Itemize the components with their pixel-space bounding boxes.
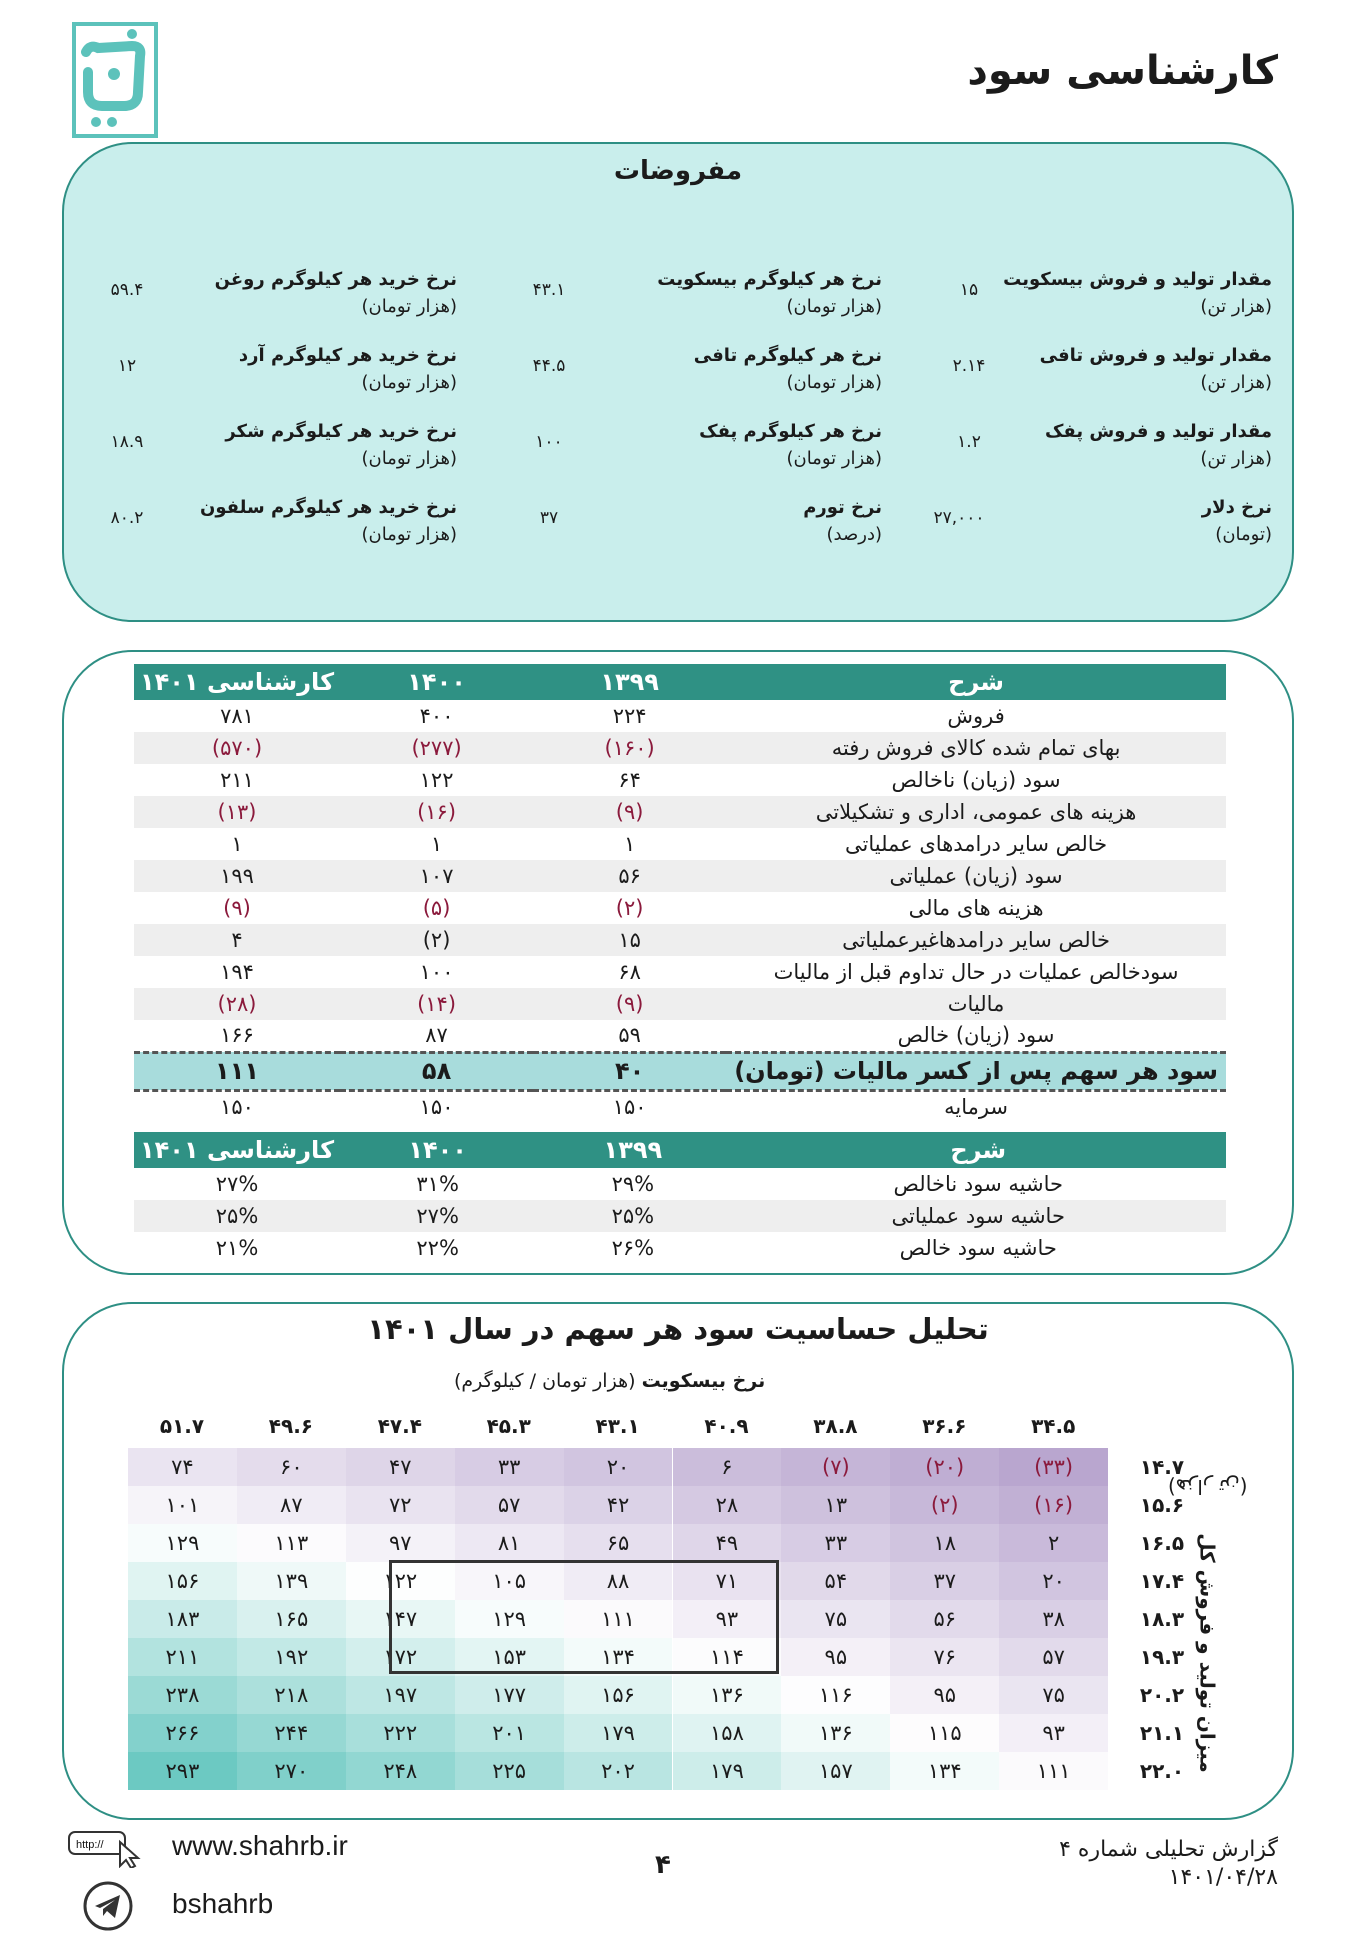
- eps-1400: ۵۸: [340, 1052, 533, 1090]
- table-row: [134, 1020, 1226, 1052]
- sensitivity-cell: ۶۵: [564, 1524, 673, 1562]
- cell-1399: (۹): [533, 796, 726, 828]
- table-header-row: [134, 1132, 1226, 1168]
- cell-1399: (۲): [615, 896, 644, 920]
- price-column-header: ۴۳.۱: [595, 1414, 640, 1438]
- price-column-header: ۵۱.۷: [159, 1414, 205, 1438]
- cell-1401: ۱۹۴: [220, 960, 254, 984]
- row-label: سرمایه: [944, 1094, 1009, 1119]
- quantity-row-header: ۱۴.۷: [1139, 1455, 1185, 1479]
- sensitivity-cell: ۱۵۳: [455, 1638, 564, 1676]
- quantity-row-header: ۲۱.۱: [1139, 1721, 1185, 1745]
- price-column-header: ۳۶.۶: [922, 1414, 967, 1438]
- sensitivity-cell: ۱۷۹: [564, 1714, 673, 1752]
- sensitivity-cell: ۱۳۴: [890, 1752, 999, 1790]
- cell-1399: ۱۵۰: [612, 1094, 647, 1119]
- sensitivity-cell: (۲): [890, 1486, 999, 1524]
- assumption-value: ۱۸.۹: [110, 432, 144, 452]
- column-header: ۱۴۰۰: [340, 664, 533, 700]
- cell-1400: (۱۴): [340, 988, 533, 1020]
- cell-1400: (۲): [340, 924, 533, 956]
- assumption-inflation: نرخ تورم (درصد): [803, 497, 882, 545]
- row-label: هزینه های مالی: [908, 896, 1044, 920]
- report-date: ۱۴۰۱/۰۴/۲۸: [1168, 1865, 1278, 1890]
- sensitivity-cell: ۷۵: [999, 1676, 1108, 1714]
- table-row: [134, 860, 1226, 892]
- biscuit-price-axis-label: [454, 1370, 765, 1392]
- assumption-sugar-price: نرخ خرید هر کیلوگرم شکر (هزار تومان): [225, 421, 457, 469]
- sensitivity-cell: ۲۰۲: [564, 1752, 673, 1790]
- table-row: [134, 1200, 1226, 1232]
- cell-1399: ۱۵: [533, 924, 726, 956]
- assumption-value: ۲.۱۴: [952, 356, 986, 376]
- cell-1401: ۱: [231, 832, 243, 856]
- sensitivity-cell: ۸۷: [237, 1486, 346, 1524]
- sensitivity-cell: ۱۸۳: [128, 1600, 237, 1638]
- row-label: سود (زیان) ناخالص: [891, 768, 1061, 792]
- quantity-row-header: ۲۲.۰: [1139, 1759, 1185, 1783]
- cell-1401: ۷۸۱: [220, 704, 254, 728]
- quantity-row-header: ۱۸.۳: [1139, 1607, 1185, 1631]
- table-row: [134, 1232, 1226, 1264]
- sensitivity-cell: ۹۳: [999, 1714, 1108, 1752]
- assumption-toffee-qty: مقدار تولید و فروش تافی (هزار تن): [1039, 345, 1272, 393]
- assumption-biscuit-price: نرخ هر کیلوگرم بیسکویت (هزار تومان): [657, 269, 882, 317]
- price-column-header: ۳۸.۸: [813, 1414, 858, 1438]
- page-number: ۴: [655, 1850, 671, 1880]
- sensitivity-cell: ۲۱۸: [237, 1676, 346, 1714]
- sensitivity-cell: ۶۰: [237, 1448, 346, 1486]
- table-row: [134, 796, 1226, 828]
- sensitivity-cell: ۷۴: [128, 1448, 237, 1486]
- sensitivity-cell: ۵۷: [999, 1638, 1108, 1676]
- row-label: حاشیه سود ناخالص: [893, 1172, 1063, 1196]
- cell-1401: ۲۷%: [215, 1172, 259, 1196]
- assumption-biscuit-qty: مقدار تولید و فروش بیسکویت (هزار تن): [1003, 269, 1272, 317]
- sensitivity-cell: ۲۲۵: [455, 1752, 564, 1790]
- row-label: خالص سایر درامدهای عملیاتی: [844, 832, 1108, 856]
- sensitivity-cell: ۲۰۱: [455, 1714, 564, 1752]
- sensitivity-cell: ۱۱۴: [673, 1638, 782, 1676]
- eps-label: سود هر سهم پس از کسر مالیات (تومان): [726, 1052, 1226, 1090]
- sensitivity-cell: ۱۱۱: [564, 1600, 673, 1638]
- table-row: [134, 764, 1226, 796]
- price-unit-text: (هزار تومان / کیلوگرم): [454, 1370, 636, 1392]
- assumption-value: ۱۰۰: [535, 432, 563, 452]
- sensitivity-cell: (۷): [781, 1448, 890, 1486]
- row-label: حاشیه سود عملیاتی: [730, 1200, 1226, 1232]
- table-header-row: [134, 664, 1226, 700]
- cell-1399: ۵۹: [618, 1023, 641, 1048]
- sensitivity-cell: ۲۰: [999, 1562, 1108, 1600]
- price-column-header: ۳۴.۵: [1031, 1414, 1076, 1438]
- column-header: ۱۴۰۰: [340, 1132, 535, 1168]
- column-header: شرح: [730, 1132, 1226, 1168]
- row-label: مالیات: [726, 988, 1226, 1020]
- cell-1401: ۱۶۶: [220, 1023, 254, 1048]
- assumption-oil-price: نرخ خرید هر کیلوگرم روغن (هزار تومان): [214, 269, 457, 317]
- cell-1400: (۱۶): [340, 796, 533, 828]
- quantity-row-header: ۱۷.۴: [1139, 1569, 1185, 1593]
- sensitivity-cell: ۹۵: [781, 1638, 890, 1676]
- quantity-axis-label: [1168, 1460, 1248, 1773]
- sensitivity-cell: ۱۳۹: [237, 1562, 346, 1600]
- cell-1400: ۲۲%: [416, 1236, 459, 1260]
- page-title: کارشناسی سود: [967, 48, 1278, 94]
- sensitivity-cell: ۲۲۲: [346, 1714, 455, 1752]
- income-statement-panel: [62, 650, 1294, 1275]
- cell-1400: ۱۰۷: [340, 860, 533, 892]
- sensitivity-cell: ۱۰۵: [455, 1562, 564, 1600]
- http-cursor-icon: [68, 1828, 158, 1868]
- sensitivity-cell: ۱۸: [890, 1524, 999, 1562]
- report-info: [1059, 1836, 1278, 1892]
- cell-1399: (۹): [533, 988, 726, 1020]
- assumption-dollar-rate: نرخ دلار (تومان): [1201, 497, 1272, 545]
- sensitivity-cell: ۲۶۶: [128, 1714, 237, 1752]
- sensitivity-cell: ۸۸: [564, 1562, 673, 1600]
- sensitivity-cell: ۱۳۶: [781, 1714, 890, 1752]
- sensitivity-cell: ۱۷۷: [455, 1676, 564, 1714]
- sensitivity-cell: ۵۷: [455, 1486, 564, 1524]
- row-label: هزینه های عمومی، اداری و تشکیلاتی: [726, 796, 1226, 828]
- cell-1400: ۳۱%: [416, 1172, 459, 1196]
- cell-1400: ۱۵۰: [419, 1094, 454, 1119]
- sensitivity-cell: ۱۱۱: [999, 1752, 1108, 1790]
- sensitivity-cell: ۱۵۸: [673, 1714, 782, 1752]
- sensitivity-cell: ۵۴: [781, 1562, 890, 1600]
- sensitivity-cell: (۳۳): [999, 1448, 1108, 1486]
- assumptions-title: مفروضات: [613, 156, 743, 186]
- sensitivity-cell: ۲۴۸: [346, 1752, 455, 1790]
- assumption-toffee-price: نرخ هر کیلوگرم تافی (هزار تومان): [693, 345, 882, 393]
- cell-1399: ۱: [623, 832, 636, 856]
- table-row: [134, 892, 1226, 924]
- sensitivity-cell: (۲۰): [890, 1448, 999, 1486]
- sensitivity-cell: ۹۳: [673, 1600, 782, 1638]
- cell-1400: (۲۷۷): [340, 732, 533, 764]
- sensitivity-cell: ۱۳۶: [673, 1676, 782, 1714]
- cell-1399: ۲۹%: [611, 1172, 655, 1196]
- sensitivity-cell: ۳۳: [455, 1448, 564, 1486]
- sensitivity-cell: ۱۴۷: [346, 1600, 455, 1638]
- capital-row: [134, 1090, 1226, 1122]
- cell-1399: ۵۶: [533, 860, 726, 892]
- sensitivity-cell: ۹۷: [346, 1524, 455, 1562]
- assumption-value: ۱۵: [959, 280, 979, 300]
- sensitivity-cell: ۹۵: [890, 1676, 999, 1714]
- eps-1401: ۱۱۱: [134, 1052, 340, 1090]
- sensitivity-cell: ۱۱۳: [237, 1524, 346, 1562]
- sensitivity-cell: ۳۸: [999, 1600, 1108, 1638]
- sensitivity-cell: ۷۱: [673, 1562, 782, 1600]
- cell-1400: ۱۰۰: [419, 960, 454, 984]
- cell-1400: ۴۰۰: [419, 704, 454, 728]
- table-row: [134, 988, 1226, 1020]
- cell-1400: ۱: [430, 832, 443, 856]
- sensitivity-cell: ۱۳: [781, 1486, 890, 1524]
- eps-row: [134, 1052, 1226, 1090]
- cell-1399: ۶۸: [618, 960, 641, 984]
- telegram-handle[interactable]: bshahrb: [172, 1888, 274, 1919]
- sensitivity-cell: ۵۶: [890, 1600, 999, 1638]
- sensitivity-cell: ۲۰: [564, 1448, 673, 1486]
- cell-1401: ۱۵۰: [220, 1094, 254, 1119]
- cell-1401: ۴: [134, 924, 340, 956]
- cell-1399: ۶۴: [618, 768, 641, 792]
- row-label: سود (زیان) عملیاتی: [726, 860, 1226, 892]
- sensitivity-cell: (۱۶): [999, 1486, 1108, 1524]
- sensitivity-cell: ۲۷۰: [237, 1752, 346, 1790]
- price-label-text: نرخ بیسکویت: [641, 1370, 766, 1392]
- quantity-row-header: ۱۹.۳: [1139, 1645, 1185, 1669]
- price-column-headers: [128, 1414, 1108, 1442]
- row-label: فروش: [947, 704, 1005, 728]
- income-statement-table: [134, 664, 1226, 1122]
- column-header: ۱۳۹۹: [535, 1132, 730, 1168]
- website-link[interactable]: www.shahrb.ir: [172, 1830, 348, 1861]
- table-row: [134, 828, 1226, 860]
- margins-table: [134, 1132, 1226, 1264]
- sensitivity-cell: ۱۵۶: [128, 1562, 237, 1600]
- row-label: سودخالص عملیات در حال تداوم قبل از مالیات: [773, 960, 1179, 984]
- sensitivity-cell: ۳۷: [890, 1562, 999, 1600]
- assumption-puff-price: نرخ هر کیلوگرم پفک (هزار تومان): [699, 421, 882, 469]
- column-header: کارشناسی ۱۴۰۱: [134, 664, 340, 700]
- sensitivity-cell: ۱۲۲: [346, 1562, 455, 1600]
- sensitivity-cell: ۱۵۷: [781, 1752, 890, 1790]
- price-column-header: ۴۰.۹: [704, 1414, 749, 1438]
- sensitivity-cell: ۴۲: [564, 1486, 673, 1524]
- cell-1401: ۲۱%: [215, 1236, 259, 1260]
- cell-1400: ۲۷%: [340, 1200, 535, 1232]
- row-label: حاشیه سود خالص: [899, 1236, 1057, 1260]
- table-row: [134, 700, 1226, 732]
- sensitivity-cell: ۴۷: [346, 1448, 455, 1486]
- qty-unit-text: (هزار تن): [1168, 1475, 1248, 1500]
- sensitivity-cell: ۶: [673, 1448, 782, 1486]
- row-label: سود (زیان) خالص: [897, 1023, 1055, 1048]
- price-column-header: ۴۹.۶: [268, 1414, 313, 1438]
- assumption-value: ۳۷: [539, 508, 559, 528]
- cell-1401: ۲۱۱: [220, 768, 254, 792]
- cell-1401: (۹): [223, 896, 251, 920]
- cell-1400: (۵): [422, 896, 451, 920]
- sensitivity-cell: ۱۹۲: [237, 1638, 346, 1676]
- price-column-header: ۴۷.۴: [377, 1414, 422, 1438]
- sensitivity-cell: ۴۹: [673, 1524, 782, 1562]
- column-header: کارشناسی ۱۴۰۱: [134, 1132, 340, 1168]
- telegram-icon: [82, 1880, 134, 1932]
- sensitivity-cell: ۷۵: [781, 1600, 890, 1638]
- sensitivity-cell: ۱۹۷: [346, 1676, 455, 1714]
- assumption-flour-price: نرخ خرید هر کیلوگرم آرد (هزار تومان): [238, 345, 457, 393]
- cell-1399: ۲۶%: [611, 1236, 655, 1260]
- assumption-value: ۴۴.۵: [532, 356, 566, 376]
- assumption-cellophane-price: نرخ خرید هر کیلوگرم سلفون (هزار تومان): [200, 497, 457, 545]
- cell-1401: (۱۳): [134, 796, 340, 828]
- cell-1401: (۲۸): [134, 988, 340, 1020]
- sensitivity-cell: ۸۱: [455, 1524, 564, 1562]
- quantity-row-header: ۱۶.۵: [1139, 1531, 1185, 1555]
- cell-1399: (۱۶۰): [533, 732, 726, 764]
- price-column-header: ۴۵.۳: [486, 1414, 531, 1438]
- cell-1399: ۲۲۴: [612, 704, 647, 728]
- quantity-row-header: ۱۵.۶: [1139, 1493, 1185, 1517]
- column-header: ۱۳۹۹: [533, 664, 726, 700]
- assumption-value: ۱.۲: [957, 432, 981, 452]
- sensitivity-cell: ۱۱۶: [781, 1676, 890, 1714]
- sensitivity-cell: ۱۰۱: [128, 1486, 237, 1524]
- sensitivity-cell: ۱۵۶: [564, 1676, 673, 1714]
- sensitivity-cell: ۱۷۲: [346, 1638, 455, 1676]
- highlight-frame: [389, 1560, 779, 1674]
- sensitivity-cell: ۱۷۹: [673, 1752, 782, 1790]
- qty-label-text: میزان تولید و فروش کل: [1196, 1533, 1221, 1773]
- assumptions-panel: [62, 142, 1294, 622]
- report-title: گزارش تحلیلی شماره ۴: [1059, 1837, 1278, 1862]
- sensitivity-cell: ۲۳۸: [128, 1676, 237, 1714]
- sensitivity-cell: ۷۶: [890, 1638, 999, 1676]
- assumption-value: ۵۹.۴: [110, 280, 144, 300]
- quantity-row-header: ۲۰.۲: [1139, 1683, 1185, 1707]
- sensitivity-cell: ۱۲۹: [455, 1600, 564, 1638]
- sensitivity-cell: ۲۱۱: [128, 1638, 237, 1676]
- sensitivity-cell: ۲: [999, 1524, 1108, 1562]
- sensitivity-title: تحلیل حساسیت سود هر سهم در سال ۱۴۰۱: [367, 1312, 989, 1346]
- sensitivity-cell: ۷۲: [346, 1486, 455, 1524]
- row-label: بهای تمام شده کالای فروش رفته: [726, 732, 1226, 764]
- cell-1400: ۱۲۲: [419, 768, 454, 792]
- sensitivity-cell: ۳۳: [781, 1524, 890, 1562]
- eps-1399: ۴۰: [533, 1052, 726, 1090]
- column-header: شرح: [726, 664, 1226, 700]
- sensitivity-cell: ۲۸: [673, 1486, 782, 1524]
- table-row: [134, 1168, 1226, 1200]
- assumption-puff-qty: مقدار تولید و فروش پفک (هزار تن): [1045, 421, 1272, 469]
- assumption-value: ۲۷,۰۰۰: [933, 508, 985, 528]
- sensitivity-cell: ۲۹۳: [128, 1752, 237, 1790]
- sensitivity-cell: ۲۴۴: [237, 1714, 346, 1752]
- sensitivity-cell: ۱۶۵: [237, 1600, 346, 1638]
- table-row: [134, 956, 1226, 988]
- cell-1400: ۸۷: [425, 1023, 448, 1048]
- assumption-value: ۱۲: [117, 356, 137, 376]
- sensitivity-cell: ۱۱۵: [890, 1714, 999, 1752]
- assumption-value: ۴۳.۱: [532, 280, 566, 300]
- cell-1401: ۲۵%: [134, 1200, 340, 1232]
- sensitivity-cell: ۱۲۹: [128, 1524, 237, 1562]
- table-row: [134, 732, 1226, 764]
- shahrb-logo: [72, 22, 158, 138]
- sensitivity-cell: ۱۳۴: [564, 1638, 673, 1676]
- cell-1399: ۲۵%: [535, 1200, 730, 1232]
- svg-text:http://: http://: [76, 1839, 104, 1851]
- cell-1401: ۱۹۹: [134, 860, 340, 892]
- row-label: خالص سایر درامدهاغیرعملیاتی: [726, 924, 1226, 956]
- assumption-value: ۸۰.۲: [110, 508, 144, 528]
- table-row: [134, 924, 1226, 956]
- cell-1401: (۵۷۰): [134, 732, 340, 764]
